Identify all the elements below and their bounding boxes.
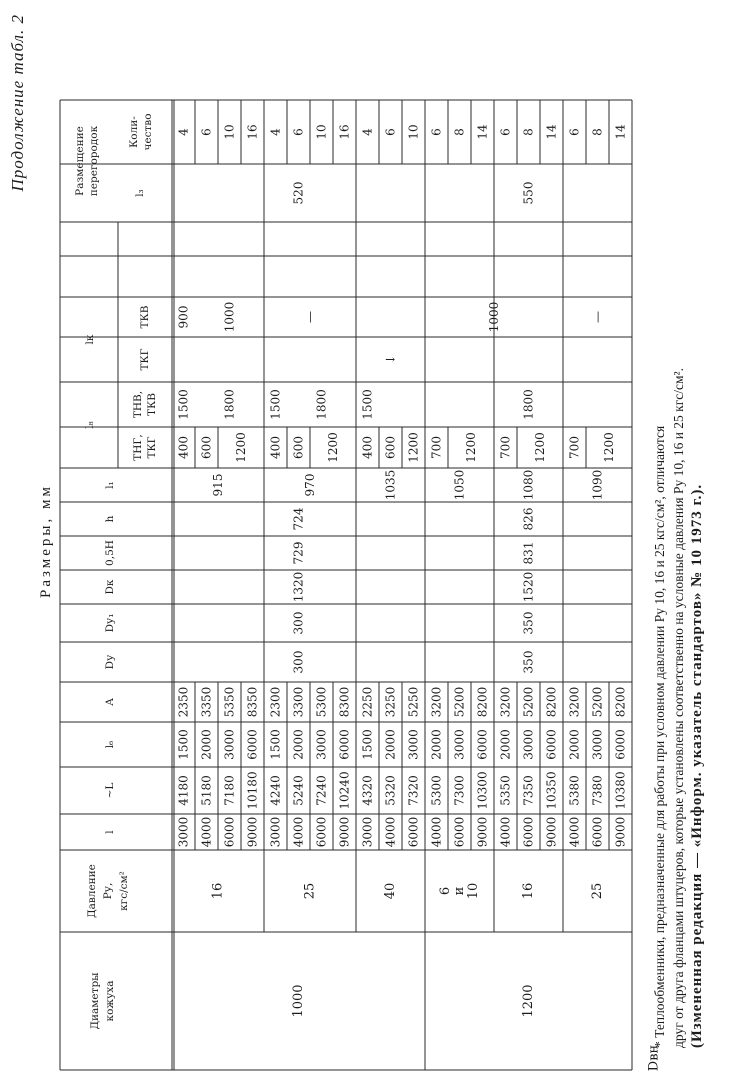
header-lk-tkg: ТКГ bbox=[139, 348, 151, 371]
cell-l6: 3000 bbox=[314, 729, 329, 760]
cell-l: 9000 bbox=[475, 816, 490, 848]
cell-count: 6 bbox=[498, 128, 513, 136]
cell-count: 6 bbox=[199, 128, 214, 136]
cell-L: 5180 bbox=[199, 775, 214, 806]
cell-Dy: 300 bbox=[291, 650, 306, 674]
header-partitions: Размещение bbox=[74, 126, 86, 196]
cell-A: 3250 bbox=[383, 686, 398, 718]
cell-l: 3000 bbox=[176, 816, 191, 848]
cell-L: 10350 bbox=[544, 771, 559, 810]
dvn-label: Dвн bbox=[646, 1044, 662, 1072]
cell-A: 3200 bbox=[498, 686, 513, 718]
cell-lk-dash: — bbox=[303, 311, 317, 323]
header-l8-thv-2: ТКВ bbox=[146, 393, 158, 416]
pressure-value: 25 bbox=[590, 882, 605, 900]
revision-note: (Измененная редакция — «Информ. указатель стандартов» № 10 1973 г.). bbox=[689, 483, 705, 1048]
header-Dk: Dк bbox=[104, 579, 116, 595]
cell-lk-arrow: ↓ bbox=[383, 354, 398, 365]
cell-lk-tkv: 900 bbox=[176, 305, 191, 329]
cell-l8-thv: 1500 bbox=[360, 389, 375, 420]
cell-l6: 6000 bbox=[613, 729, 628, 760]
header-05H: 0,5H bbox=[104, 540, 116, 566]
cell-l: 3000 bbox=[360, 816, 375, 848]
cell-l: 9000 bbox=[613, 816, 628, 848]
header-l1: l₁ bbox=[104, 481, 116, 489]
cell-count: 10 bbox=[406, 124, 421, 140]
cell-count: 8 bbox=[590, 128, 605, 136]
cell-l6: 6000 bbox=[544, 729, 559, 760]
cell-l6: 6000 bbox=[475, 729, 490, 760]
header-l8: l₈ bbox=[84, 421, 96, 429]
cell-l1: 1080 bbox=[521, 469, 536, 501]
cell-L: 7180 bbox=[222, 775, 237, 806]
header-h: h bbox=[104, 515, 116, 523]
cell-A: 5200 bbox=[452, 686, 467, 718]
cell-l: 6000 bbox=[314, 816, 329, 848]
diameter-value: 1000 bbox=[291, 984, 306, 1018]
diameter-value: 1200 bbox=[521, 984, 536, 1018]
cell-A: 2350 bbox=[176, 686, 191, 718]
cell-l6: 6000 bbox=[245, 729, 260, 760]
cell-l6: 2000 bbox=[199, 729, 214, 760]
cell-l6: 3000 bbox=[406, 729, 421, 760]
header-A: A bbox=[104, 698, 116, 706]
cell-Dy1: 350 bbox=[521, 611, 536, 635]
cell-l8-thg: 700 bbox=[567, 436, 582, 459]
cell-l8-thv: 1800 bbox=[222, 389, 237, 420]
cell-A: 8200 bbox=[544, 686, 559, 718]
cell-count: 8 bbox=[521, 128, 536, 136]
cell-l1: 1035 bbox=[383, 469, 398, 501]
cell-lk-dash: — bbox=[590, 311, 605, 323]
cell-l6: 2000 bbox=[291, 729, 306, 760]
header-L: ~L bbox=[104, 782, 116, 799]
cell-l6: 2000 bbox=[567, 729, 582, 760]
cell-l8-thg: 700 bbox=[429, 436, 444, 459]
cell-Dy: 350 bbox=[521, 650, 536, 674]
cell-A: 3200 bbox=[567, 686, 582, 718]
cell-A: 5300 bbox=[314, 686, 329, 718]
cell-L: 7380 bbox=[590, 775, 605, 806]
cell-l1: 915 bbox=[211, 473, 225, 497]
cell-l6: 6000 bbox=[337, 729, 352, 760]
header-diameters: Диаметры bbox=[89, 972, 101, 1030]
cell-05H: 831 bbox=[521, 541, 536, 565]
cell-l8-thg: 1200 bbox=[533, 432, 547, 463]
cell-l8-thg: 700 bbox=[498, 436, 513, 459]
cell-A: 5200 bbox=[521, 686, 536, 718]
cell-A: 8350 bbox=[245, 686, 260, 718]
cell-A: 5250 bbox=[406, 686, 421, 718]
header-count-2: чество bbox=[142, 113, 154, 151]
cell-L: 5240 bbox=[291, 775, 306, 806]
pressure-value: 16 bbox=[210, 882, 226, 900]
cell-h: 826 bbox=[521, 507, 536, 531]
cell-l6: 3000 bbox=[222, 729, 237, 760]
cell-count: 6 bbox=[291, 128, 306, 136]
cell-h: 724 bbox=[291, 507, 306, 531]
pressure-value: 6 bbox=[438, 886, 453, 896]
cell-A: 2250 bbox=[360, 686, 375, 718]
cell-l6: 3000 bbox=[452, 729, 467, 760]
cell-l: 6000 bbox=[406, 816, 421, 848]
cell-count: 4 bbox=[176, 128, 191, 136]
cell-l6: 2000 bbox=[383, 729, 398, 760]
cell-l8-thg: 600 bbox=[383, 436, 398, 459]
cell-count: 6 bbox=[429, 128, 444, 136]
cell-A: 8200 bbox=[613, 686, 628, 718]
header-Dy1: Dу₁ bbox=[104, 613, 116, 633]
dimensions-title: Размеры, мм bbox=[38, 484, 54, 598]
cell-count: 10 bbox=[222, 124, 237, 140]
cell-L: 7320 bbox=[406, 775, 421, 806]
header-lk: lк bbox=[84, 334, 96, 345]
cell-L: 4240 bbox=[268, 775, 283, 806]
header-pressure-2: Pу, bbox=[102, 882, 114, 900]
pressure-value: 16 bbox=[521, 882, 536, 900]
header-lk-tkv: ТКВ bbox=[139, 305, 151, 329]
cell-l8-thg: 1200 bbox=[406, 432, 421, 463]
cell-l: 4000 bbox=[567, 816, 582, 848]
cell-A: 8200 bbox=[475, 686, 490, 718]
header-l3: l₃ bbox=[134, 189, 146, 197]
cell-l: 3000 bbox=[268, 816, 283, 848]
cell-l: 4000 bbox=[429, 816, 444, 848]
cell-count: 10 bbox=[314, 124, 329, 140]
cell-l1: 970 bbox=[303, 473, 317, 497]
cell-count: 4 bbox=[268, 128, 283, 136]
cell-L: 4320 bbox=[360, 775, 375, 806]
cell-L: 5380 bbox=[567, 775, 582, 806]
header-l6: l₆ bbox=[104, 740, 116, 749]
header-partitions-2: перегородок bbox=[88, 125, 100, 197]
header-l8-thg: ТНГ, bbox=[132, 434, 144, 461]
cell-A: 3200 bbox=[429, 686, 444, 718]
footnote-line-2: друг от друга фланцами штуцеров, которые установлены соответственно на условные давления Pу 10, 16 и 25 кгс/см². bbox=[671, 368, 686, 1048]
header-Dy: Dу bbox=[104, 654, 116, 670]
cell-l8-thg: 400 bbox=[268, 436, 283, 459]
cell-l6: 3000 bbox=[590, 729, 605, 760]
cell-l6: 2000 bbox=[498, 729, 513, 760]
cell-l: 6000 bbox=[222, 816, 237, 848]
cell-l8-thg: 600 bbox=[199, 436, 214, 459]
cell-l: 4000 bbox=[498, 816, 513, 848]
cell-l8-thv: 1800 bbox=[314, 389, 329, 420]
cell-L: 7300 bbox=[452, 775, 467, 806]
cell-l6: 1500 bbox=[360, 729, 375, 760]
cell-count: 16 bbox=[337, 124, 352, 140]
cell-l6: 3000 bbox=[521, 729, 536, 760]
cell-lk-tkv: 1000 bbox=[487, 301, 501, 333]
cell-l8-thg: 600 bbox=[291, 436, 306, 459]
cell-Dk: 1520 bbox=[521, 571, 536, 603]
cell-l: 4000 bbox=[383, 816, 398, 848]
cell-L: 5350 bbox=[498, 775, 513, 806]
cell-L: 10180 bbox=[245, 771, 260, 810]
cell-count: 14 bbox=[613, 124, 628, 140]
cell-A: 8300 bbox=[337, 686, 352, 718]
cell-05H: 729 bbox=[291, 541, 306, 565]
cell-Dy1: 300 bbox=[291, 611, 306, 635]
cell-count: 4 bbox=[360, 128, 375, 136]
cell-L: 10300 bbox=[475, 771, 490, 810]
header-l: l bbox=[104, 830, 116, 834]
cell-l6: 2000 bbox=[429, 729, 444, 760]
cell-count: 6 bbox=[383, 128, 398, 136]
cell-l: 4000 bbox=[199, 816, 214, 848]
cell-L: 4180 bbox=[176, 775, 191, 806]
cell-count: 14 bbox=[544, 124, 559, 140]
cell-A: 3300 bbox=[291, 686, 306, 718]
cell-l8-thg: 1200 bbox=[234, 432, 248, 463]
cell-L: 10380 bbox=[613, 771, 628, 810]
cell-l8-thg: 400 bbox=[176, 436, 191, 459]
cell-A: 3350 bbox=[199, 686, 214, 718]
pressure-value: 25 bbox=[302, 882, 318, 900]
cell-A: 2300 bbox=[268, 686, 283, 718]
pressure-value: 40 bbox=[383, 882, 398, 900]
cell-l1: 1090 bbox=[590, 469, 605, 501]
cell-l3: 550 bbox=[521, 181, 536, 205]
cell-count: 6 bbox=[567, 128, 582, 136]
cell-l: 6000 bbox=[521, 816, 536, 848]
header-pressure: Давление bbox=[86, 864, 98, 918]
header-diameters-2: кожуха bbox=[104, 980, 116, 1022]
cell-l8-thg: 1200 bbox=[602, 432, 616, 463]
cell-l6: 1500 bbox=[176, 729, 191, 760]
cell-L: 7240 bbox=[314, 775, 329, 806]
cell-count: 16 bbox=[245, 124, 260, 140]
cell-l: 4000 bbox=[291, 816, 306, 848]
footnote-line-1: * Теплообменники, предназначенные для работы при условном давлении Pу 10, 16 и 25 кгс/см², отличаются bbox=[652, 425, 667, 1048]
header-pressure-3: кгс/см² bbox=[118, 871, 130, 911]
header-l8-thv: ТНВ, bbox=[132, 390, 144, 419]
cell-l: 9000 bbox=[544, 816, 559, 848]
cell-l: 6000 bbox=[590, 816, 605, 848]
cell-l3: 520 bbox=[291, 181, 306, 205]
cell-l8-thv: 1500 bbox=[176, 389, 191, 420]
cell-A: 5200 bbox=[590, 686, 605, 718]
cell-L: 5320 bbox=[383, 775, 398, 806]
footnotes bbox=[650, 18, 707, 1048]
cell-l: 9000 bbox=[337, 816, 352, 848]
header-count: Коли- bbox=[128, 116, 140, 148]
cell-L: 7350 bbox=[521, 775, 536, 806]
cell-l1: 1050 bbox=[452, 469, 467, 501]
cell-l8-thg: 400 bbox=[360, 436, 375, 459]
cell-count: 14 bbox=[475, 124, 490, 140]
cell-l: 9000 bbox=[245, 816, 260, 848]
table-continuation-caption: Продолжение табл. 2 bbox=[8, 14, 27, 192]
pressure-value: 10 bbox=[466, 882, 481, 900]
pressure-value: и bbox=[452, 886, 467, 896]
cell-l: 6000 bbox=[452, 816, 467, 848]
cell-L: 5300 bbox=[429, 775, 444, 806]
header-l8-thg-2: ТКГ bbox=[146, 436, 158, 459]
cell-l8-thv: 1500 bbox=[268, 389, 283, 420]
cell-l8-thg: 1200 bbox=[326, 432, 340, 463]
cell-l6: 1500 bbox=[268, 729, 283, 760]
cell-l8-thg: 1200 bbox=[464, 432, 478, 463]
cell-lk-tkv: 1000 bbox=[222, 301, 237, 333]
cell-L: 10240 bbox=[337, 771, 352, 810]
cell-count: 8 bbox=[452, 128, 467, 136]
cell-Dk: 1320 bbox=[291, 571, 306, 603]
cell-l8-thv: 1800 bbox=[521, 389, 536, 420]
cell-A: 5350 bbox=[222, 686, 237, 718]
